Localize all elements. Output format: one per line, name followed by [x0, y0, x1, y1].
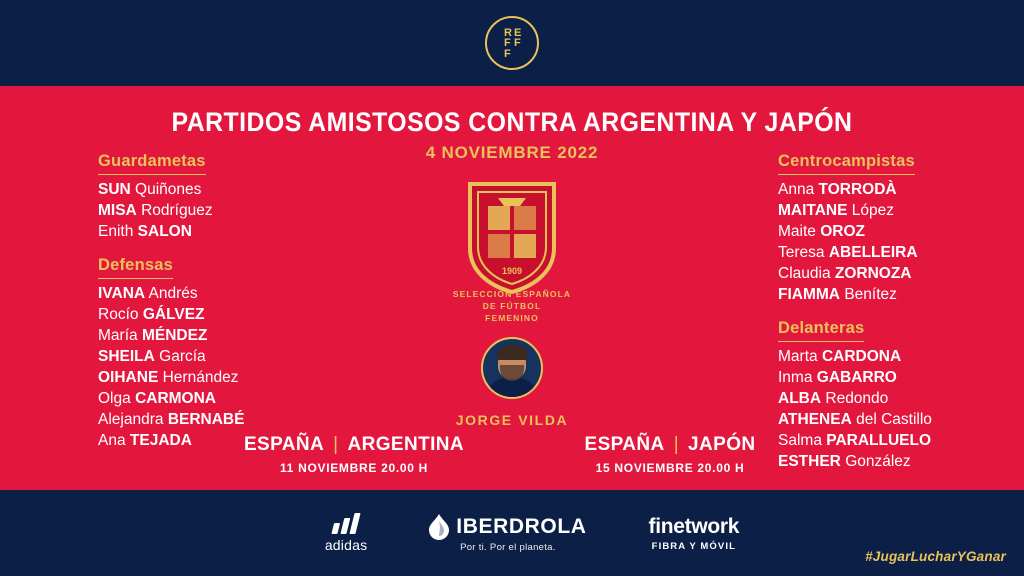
player-firstname: Salma — [778, 432, 822, 449]
player-firstname: Rodríguez — [141, 202, 213, 219]
roster-player — [98, 200, 338, 221]
crest-caption — [412, 288, 612, 324]
roster-player — [778, 200, 1024, 221]
roster-player — [98, 283, 338, 304]
match-1-away: ARGENTINA — [347, 434, 465, 455]
roster-player — [778, 263, 1024, 284]
roster-group — [778, 319, 1024, 472]
roster-player — [778, 284, 1024, 305]
player-firstname: Olga — [98, 390, 131, 407]
player-surname: MAITANE — [778, 202, 848, 219]
sponsor-finetwork — [649, 515, 740, 552]
roster-player — [778, 367, 1024, 388]
roster-player — [98, 430, 338, 451]
rfef-logo-icon — [485, 16, 539, 70]
player-firstname: Ana — [98, 432, 126, 449]
player-surname: TORRODÀ — [818, 181, 897, 198]
player-firstname: García — [159, 348, 206, 365]
roster-player — [98, 409, 338, 430]
player-surname: ABELLEIRA — [828, 244, 918, 261]
player-surname: ATHENEA — [778, 411, 852, 428]
svg-text:F: F — [504, 37, 511, 49]
player-firstname: Teresa — [778, 244, 825, 261]
player-firstname: Andrés — [148, 285, 198, 302]
player-firstname: Inma — [778, 369, 813, 386]
player-firstname: Maite — [778, 223, 816, 240]
match-2-separator: | — [673, 434, 680, 455]
roster-player — [778, 388, 1024, 409]
match-2-home: ESPAÑA — [584, 434, 665, 455]
player-surname: SALON — [137, 223, 192, 240]
match-card-2 — [546, 434, 794, 475]
roster-player — [98, 367, 338, 388]
roster-group — [98, 152, 338, 242]
svg-text:F: F — [514, 37, 521, 49]
roster-player — [778, 409, 1024, 430]
player-surname: MISA — [98, 202, 137, 219]
crest-caption-line-3: FEMENINO — [485, 313, 539, 323]
player-surname: CARDONA — [821, 348, 902, 365]
player-firstname: Anna — [778, 181, 815, 198]
player-firstname: Quiñones — [135, 181, 202, 198]
roster-group-title: Centrocampistas — [778, 152, 915, 175]
player-surname: MÉNDEZ — [141, 327, 208, 344]
coach-hair — [497, 345, 528, 360]
player-surname: GABARRO — [816, 369, 897, 386]
player-firstname: Benítez — [844, 286, 897, 303]
player-firstname: María — [98, 327, 138, 344]
player-surname: SHEILA — [98, 348, 155, 365]
sponsor-iberdrola — [429, 514, 586, 553]
player-surname: BERNABÉ — [167, 411, 245, 428]
roster-group — [98, 256, 338, 451]
roster-group-title: Delanteras — [778, 319, 864, 342]
player-surname: PARALLUELO — [826, 432, 932, 449]
crest-caption-line-2: DE FÚTBOL — [482, 301, 542, 311]
player-firstname: Enith — [98, 223, 134, 240]
player-surname: OROZ — [820, 223, 865, 240]
player-firstname: González — [845, 453, 911, 470]
top-bar — [0, 0, 1024, 86]
player-firstname: Marta — [778, 348, 818, 365]
player-surname: ESTHER — [778, 453, 841, 470]
player-surname: CARMONA — [135, 390, 216, 407]
roster-player — [778, 451, 1024, 472]
match-1-separator: | — [333, 434, 339, 455]
roster-player — [98, 346, 338, 367]
roster-group-title: Guardametas — [98, 152, 206, 175]
svg-text:E: E — [514, 27, 522, 39]
player-surname: GÁLVEZ — [142, 306, 205, 323]
match-2-datetime: 15 NOVIEMBRE 20.00 H — [595, 461, 745, 475]
roster-player — [98, 179, 338, 200]
svg-text:R: R — [504, 27, 512, 39]
player-firstname: Redondo — [825, 390, 889, 407]
adidas-three-bars-icon — [331, 513, 360, 534]
sponsor-adidas — [325, 513, 367, 553]
player-firstname: Hernández — [162, 369, 239, 386]
iberdrola-tagline: Por ti. Por el planeta. — [460, 541, 556, 553]
player-firstname: López — [851, 202, 895, 219]
roster-player — [778, 221, 1024, 242]
adidas-wordmark: adidas — [324, 537, 368, 553]
crest-caption-line-1: SELECCIÓN ESPAÑOLA — [452, 289, 572, 299]
coach-name: JORGE VILDA — [455, 412, 569, 428]
roster-column-right — [778, 152, 1024, 472]
match-2-away: JAPÓN — [688, 434, 756, 455]
roster-group — [778, 152, 1024, 305]
campaign-hashtag: #JugarLucharYGanar — [865, 549, 1006, 564]
roster-player — [98, 325, 338, 346]
bottom-bar — [0, 490, 1024, 576]
match-1-home: ESPAÑA — [243, 434, 325, 455]
roster-player — [98, 304, 338, 325]
player-firstname: Claudia — [778, 265, 831, 282]
finetwork-wordmark: finetwork — [648, 514, 740, 538]
iberdrola-wordmark: IBERDROLA — [456, 514, 587, 538]
player-surname: ALBA — [778, 390, 822, 407]
svg-text:F: F — [504, 48, 511, 60]
roster-group-title: Defensas — [98, 256, 173, 279]
svg-text:1909: 1909 — [501, 266, 523, 276]
player-firstname: del Castillo — [856, 411, 932, 428]
page-subtitle: 4 NOVIEMBRE 2022 — [425, 143, 599, 162]
player-surname: ZORNOZA — [834, 265, 912, 282]
player-surname: FIAMMA — [778, 286, 840, 303]
player-surname: OIHANE — [98, 369, 159, 386]
roster-player — [778, 430, 1024, 451]
player-firstname: Alejandra — [98, 411, 164, 428]
roster-column-left — [98, 152, 338, 451]
player-surname: IVANA — [98, 285, 146, 302]
federation-crest-icon — [462, 178, 562, 296]
roster-player — [778, 346, 1024, 367]
roster-player — [98, 388, 338, 409]
page-title: PARTIDOS AMISTOSOS CONTRA ARGENTINA Y JAPÓN — [171, 107, 853, 137]
roster-player — [778, 179, 1024, 200]
player-surname: TEJADA — [129, 432, 192, 449]
match-1-datetime: 11 NOVIEMBRE 20.00 H — [279, 461, 429, 475]
finetwork-tagline: FIBRA Y MÓVIL — [651, 540, 736, 552]
match-2-teams — [546, 434, 794, 456]
player-firstname: Rocío — [98, 306, 139, 323]
player-surname: SUN — [98, 181, 131, 198]
coach-portrait — [481, 337, 543, 399]
roster-player — [778, 242, 1024, 263]
roster-player — [98, 221, 338, 242]
iberdrola-lockup — [429, 514, 586, 540]
iberdrola-flame-icon — [429, 514, 449, 540]
